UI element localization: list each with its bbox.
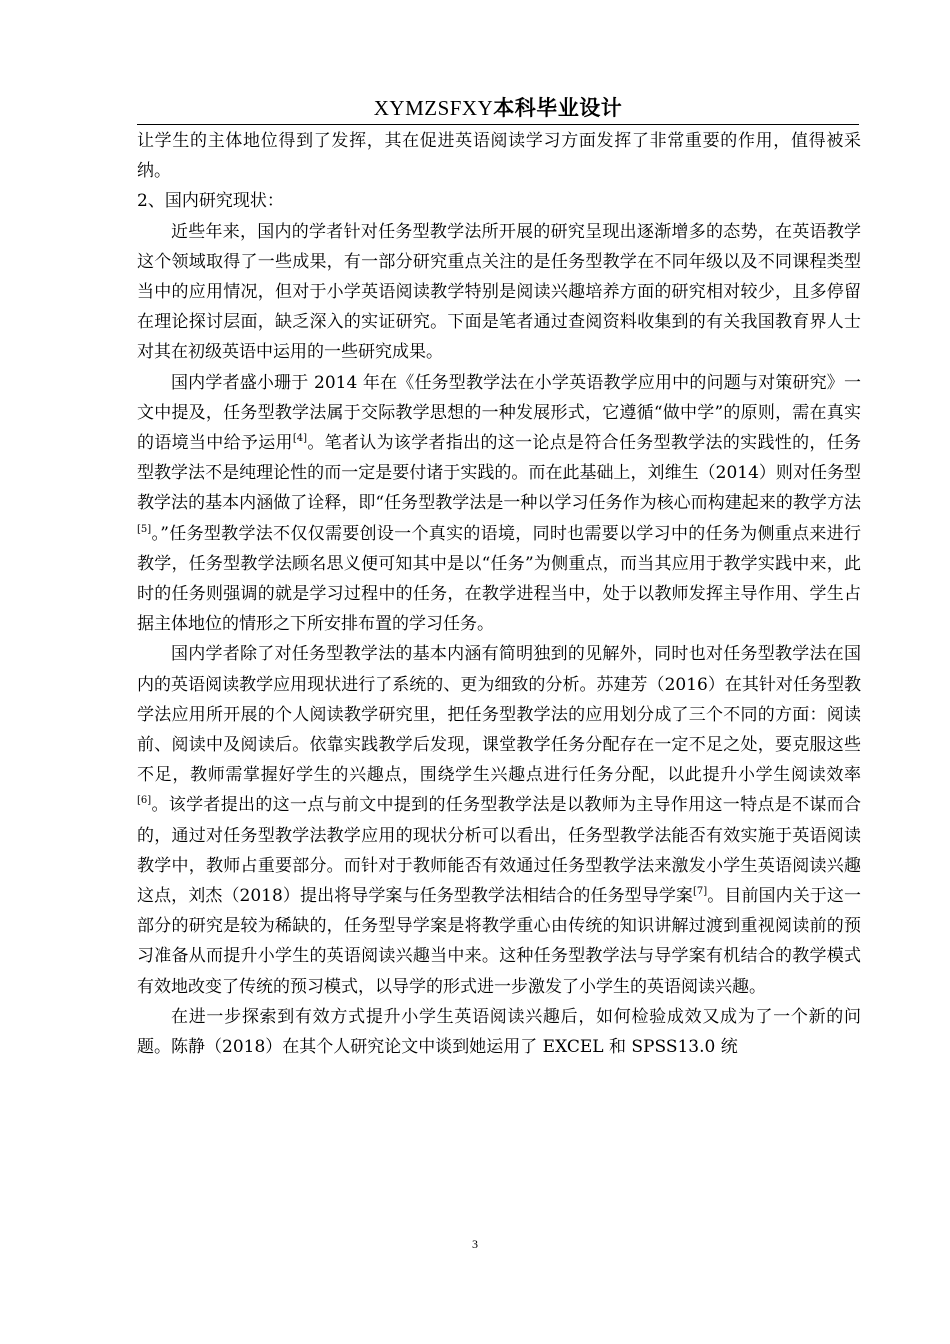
body-text <box>137 126 861 1062</box>
paragraph-text: 。目前国内关于这一部分的研究是较为稀缺的，任务型导学案是将教学重心由传统的知识讲解过渡到重视阅读前的预习准备从而提升小学生的英语阅读兴趣当中来。这种任务型教学法与导学案有机结合的教学模式有效地改变了传统的预习模式，以导学的形式进一步激发了小学生的英语阅读兴趣。 <box>137 886 862 997</box>
paragraph-text: 。笔者认为该学者指出的这一论点是符合任务型教学法的实践性的，任务型教学法不是纯理论性的而一定是要付诸于实践的。而在此基础上，刘维生（2014）则对任务型教学法的基本内涵做了诠释，即“任务型教学法是一种以学习任务作为核心而构建起来的教学方法 <box>137 433 862 514</box>
page-header <box>137 94 859 125</box>
section-heading: 2、国内研究现状： <box>137 191 284 212</box>
paragraph: 让学生的主体地位得到了发挥，其在促进英语阅读学习方面发挥了非常重要的作用，值得被采纳。 <box>137 131 861 182</box>
citation-ref: [4] <box>292 433 307 445</box>
citation-ref: [5] <box>137 523 152 535</box>
paragraph-text: 。”任务型教学法不仅仅需要创设一个真实的语境，同时也需要以学习中的任务为侧重点来进行教学，任务型教学法顾名思义便可知其中是以“任务”为侧重点，而当其应用于教学实践中来，此时的任务则强调的就是学习过程中的任务，在教学进程当中，处于以教师发挥主导作用、学生占据主体地位的情形之下所安排布置的学习任务。 <box>137 523 861 635</box>
page-number: 3 <box>472 1237 478 1251</box>
paragraph-text: 。该学者提出的这一点与前文中提到的任务型教学法是以教师为主导作用这一特点是不谋而合的，通过对任务型教学法教学应用的现状分析可以看出，任务型教学法能否有效实施于英语阅读教学中，教师占重要部分。而针对于教师能否有效通过任务型教学法来激发小学生英语阅读兴趣这点，刘杰（2018）提出将导学案与任务型教学法相结合的任务型导学案 <box>137 795 861 907</box>
paragraph <box>137 368 861 640</box>
header-title: 本科毕业设计 <box>493 96 623 120</box>
citation-ref: [6] <box>137 795 152 807</box>
paragraph-text: 国内学者除了对任务型教学法的基本内涵有简明独到的见解外，同时也对任务型教学法在国内的英语阅读教学应用现状进行了系统的、更为细致的分析。苏建芳（2016）在其针对任务型教学法应用所开展的个人阅读教学研究里，把任务型教学法的应用划分成了三个不同的方面：阅读前、阅读中及阅读后。依靠实践教学后发现，课堂教学任务分配存在一定不足之处，要克服这些不足，教师需掌握好学生的兴趣点，围绕学生兴趣点进行任务分配，以此提升小学生阅读效率 <box>137 644 861 786</box>
paragraph-text: 国内学者盛小珊于 2014 年在《任务型教学法在小学英语教学应用中的问题与对策研究》一文中提及，任务型教学法属于交际教学思想的一种发展形式，它遵循“做中学”的原则，需在真实的语境当中给予运用 <box>137 372 861 454</box>
paragraph: 近些年来，国内的学者针对任务型教学法所开展的研究呈现出逐渐增多的态势，在英语教学这个领域取得了一些成果，有一部分研究重点关注的是任务型教学在不同年级以及不同课程类型当中的应用情况，但对于小学英语阅读教学特别是阅读兴趣培养方面的研究相对较少，且多停留在理论探讨层面，缺乏深入的实证研究。下面是笔者通过查阅资料收集到的有关我国教育界人士对其在初级英语中运用的一些研究成果。 <box>137 221 861 363</box>
header-latin: XYMZSFXY <box>373 96 494 120</box>
citation-ref: [7] <box>693 886 708 898</box>
paragraph <box>137 639 861 1001</box>
paragraph: 在进一步探索到有效方式提升小学生英语阅读兴趣后，如何检验成效又成为了一个新的问题。陈静（2018）在其个人研究论文中谈到她运用了 EXCEL 和 SPSS13.0 统 <box>137 1006 861 1058</box>
